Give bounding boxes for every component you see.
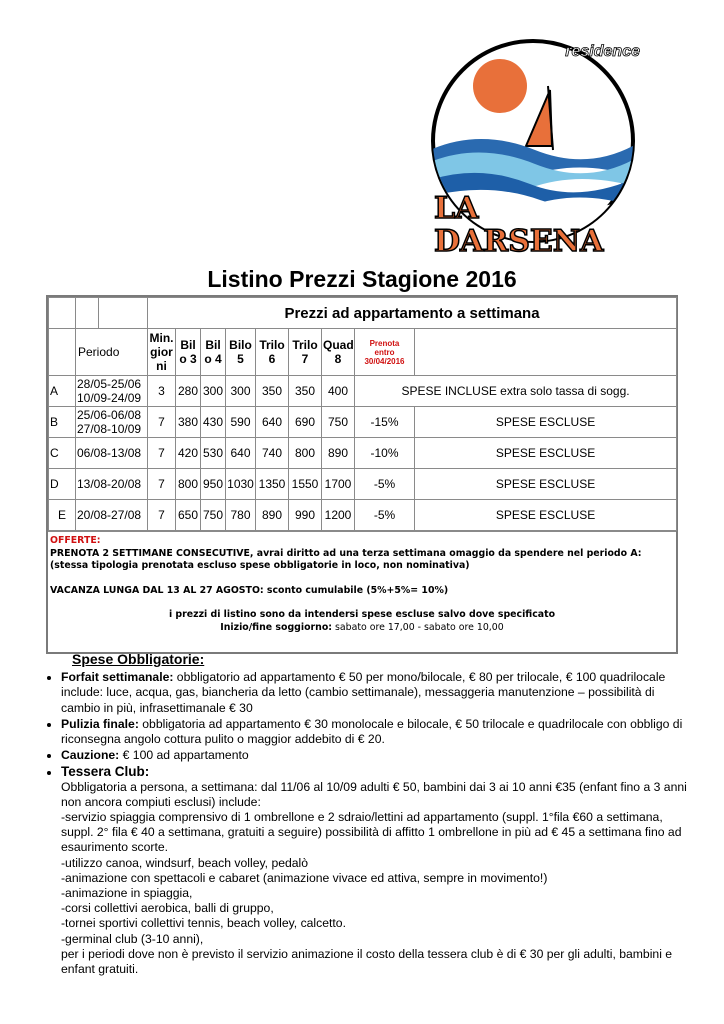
price-cell: 1700 xyxy=(322,469,355,500)
offer-line: Inizio/fine soggiorno: sabato ore 17,00 - sabato ore 10,00 xyxy=(220,621,504,633)
col-trilo7: Trilo 7 xyxy=(289,329,322,376)
price-cell: 990 xyxy=(289,500,322,531)
blank-cell xyxy=(49,298,76,329)
price-cell: 430 xyxy=(201,407,226,438)
price-cell: 350 xyxy=(256,376,289,407)
row-code: C xyxy=(49,438,76,469)
col-bilo5: Bilo 5 xyxy=(226,329,256,376)
price-cell: 640 xyxy=(256,407,289,438)
price-cell: 650 xyxy=(176,500,201,531)
price-cell: 690 xyxy=(289,407,322,438)
logo-script: residence xyxy=(565,43,640,60)
row-min: 7 xyxy=(148,407,176,438)
price-cell: 420 xyxy=(176,438,201,469)
price-cell: 300 xyxy=(201,376,226,407)
row-min: 3 xyxy=(148,376,176,407)
spese-section xyxy=(30,652,690,978)
row-sconto: -5% xyxy=(355,469,415,500)
col-prenota: Prenota entro 30/04/2016 xyxy=(355,329,415,376)
row-code: A xyxy=(49,376,76,407)
logo-line1: LA xyxy=(434,191,479,226)
la-darsena-logo xyxy=(430,38,640,258)
price-cell: 300 xyxy=(226,376,256,407)
offers-box xyxy=(48,531,676,652)
spese-title: Spese Obbligatorie: xyxy=(72,651,205,667)
col-quad8: Quad 8 xyxy=(322,329,355,376)
price-cell: 1200 xyxy=(322,500,355,531)
price-cell: 1030 xyxy=(226,469,256,500)
price-cell: 890 xyxy=(322,438,355,469)
price-cell: 400 xyxy=(322,376,355,407)
blank-cell xyxy=(415,329,677,376)
list-item: • Cauzione: € 100 ad appartamento xyxy=(61,748,690,763)
price-cell: 800 xyxy=(289,438,322,469)
offers-label: OFFERTE: xyxy=(50,535,101,546)
row-periodo: 06/08-13/08 xyxy=(76,438,148,469)
row-sconto: -15% xyxy=(355,407,415,438)
price-cell: 750 xyxy=(201,500,226,531)
row-spese: SPESE ESCLUSE xyxy=(415,438,677,469)
price-cell: 800 xyxy=(176,469,201,500)
price-table xyxy=(46,295,678,654)
price-cell: 950 xyxy=(201,469,226,500)
blank-cell xyxy=(76,298,99,329)
row-sconto: -5% xyxy=(355,500,415,531)
row-code: B xyxy=(49,407,76,438)
col-periodo: Periodo xyxy=(76,329,148,376)
price-cell: 380 xyxy=(176,407,201,438)
price-cell: 590 xyxy=(226,407,256,438)
club-line: -animazione con spettacoli e cabaret (animazione vivace ed attiva, sempre in movimento!) xyxy=(61,870,548,885)
list-item: • Pulizia finale: obbligatoria ad appartamento € 30 monolocale e bilocale, € 50 trilocale e quadrilocale con obbligo di riconsegna angolo cottura pulito o maggior addebito di € 20. xyxy=(61,717,690,747)
club-line: -corsi collettivi aerobica, balli di gruppo, xyxy=(61,901,274,916)
offer-line: PRENOTA 2 SETTIMANE CONSECUTIVE, avrai diritto ad una terza settimana omaggio da spendere nel periodo A: xyxy=(50,547,642,559)
price-cell: 890 xyxy=(256,500,289,531)
price-cell: 750 xyxy=(322,407,355,438)
table-header: Prezzi ad appartamento a settimana xyxy=(148,298,677,329)
col-bilo4: Bil o 4 xyxy=(201,329,226,376)
sun-icon xyxy=(473,59,527,113)
row-periodo: 28/05-25/06 10/09-24/09 xyxy=(76,376,148,407)
row-periodo: 20/08-27/08 xyxy=(76,500,148,531)
club-line: -animazione in spiaggia, xyxy=(61,886,193,901)
row-spese: SPESE ESCLUSE xyxy=(415,407,677,438)
price-cell: 780 xyxy=(226,500,256,531)
page-title: Listino Prezzi Stagione 2016 xyxy=(207,266,517,292)
club-line: -tornei sportivi collettivi tennis, beach volley, calcetto. xyxy=(61,916,346,931)
col-min-giorni: Min. gior ni xyxy=(148,329,176,376)
club-line: -servizio spiaggia comprensivo di 1 ombrellone e 2 sdraio/lettini ad appartamento (suppl. 1°fila €60 a settimana, suppl. 2° fila € 40 a settimana, gratuiti a seguire) possibilità di affitto 1 ombrellone in più ad € 45 a settimana fino ad esaurimento scorte. xyxy=(61,810,682,855)
blank-cell xyxy=(99,298,148,329)
row-spese: SPESE ESCLUSE xyxy=(415,469,677,500)
price-cell: 530 xyxy=(201,438,226,469)
row-min: 7 xyxy=(148,469,176,500)
table-row xyxy=(49,376,677,407)
list-item xyxy=(61,764,690,977)
price-cell: 350 xyxy=(289,376,322,407)
row-note: SPESE INCLUSE extra solo tassa di sogg. xyxy=(355,376,677,407)
row-code: E xyxy=(49,500,76,531)
list-item: • Forfait settimanale: obbligatorio ad appartamento € 50 per mono/bilocale, € 80 per trilocale, € 100 quadrilocale include: luce, acqua, gas, biancheria da letto (cambio settimanale), messaggeria manutenzione – possibilità di cambio in più, infrasettimanale € 30 xyxy=(61,670,690,716)
club-line: -germinal club (3-10 anni), xyxy=(61,931,204,946)
price-cell: 1550 xyxy=(289,469,322,500)
club-line: -utilizzo canoa, windsurf, beach volley, pedalò xyxy=(61,855,309,870)
club-line: per i periodi dove non è previsto il servizio animazione il costo della tessera club è di € 30 per gli adulti, bambini e enfant gratuiti. xyxy=(61,946,673,977)
price-cell: 640 xyxy=(226,438,256,469)
offer-line: VACANZA LUNGA DAL 13 AL 27 AGOSTO: sconto cumulabile (5%+5%= 10%) xyxy=(50,584,449,596)
price-cell: 280 xyxy=(176,376,201,407)
offer-line: i prezzi di listino sono da intendersi spese escluse salvo dove specificato xyxy=(168,609,556,620)
blank-cell xyxy=(49,329,76,376)
table-row xyxy=(49,469,677,500)
offer-line: (stessa tipologia prenotata escluso spese obbligatorie in loco, non nominativa) xyxy=(50,560,470,571)
price-cell: 1350 xyxy=(256,469,289,500)
row-spese: SPESE ESCLUSE xyxy=(415,500,677,531)
club-title: • Tessera Club: xyxy=(61,764,150,780)
row-sconto: -10% xyxy=(355,438,415,469)
table-row xyxy=(49,407,677,438)
col-trilo6: Trilo 6 xyxy=(256,329,289,376)
row-code: D xyxy=(49,469,76,500)
col-bilo3: Bil o 3 xyxy=(176,329,201,376)
row-periodo: 25/06-06/08 27/08-10/09 xyxy=(76,407,148,438)
row-min: 7 xyxy=(148,500,176,531)
row-min: 7 xyxy=(148,438,176,469)
row-periodo: 13/08-20/08 xyxy=(76,469,148,500)
table-row xyxy=(49,500,677,531)
price-cell: 740 xyxy=(256,438,289,469)
club-line: Obbligatoria a persona, a settimana: dal 11/06 al 10/09 adulti € 50, bambini dai 3 ai 10 anni €35 (enfant fino a 3 anni non ancora compiuti esclusi) include: xyxy=(61,779,687,809)
logo-line2: DARSENA xyxy=(434,224,604,258)
table-row xyxy=(49,438,677,469)
